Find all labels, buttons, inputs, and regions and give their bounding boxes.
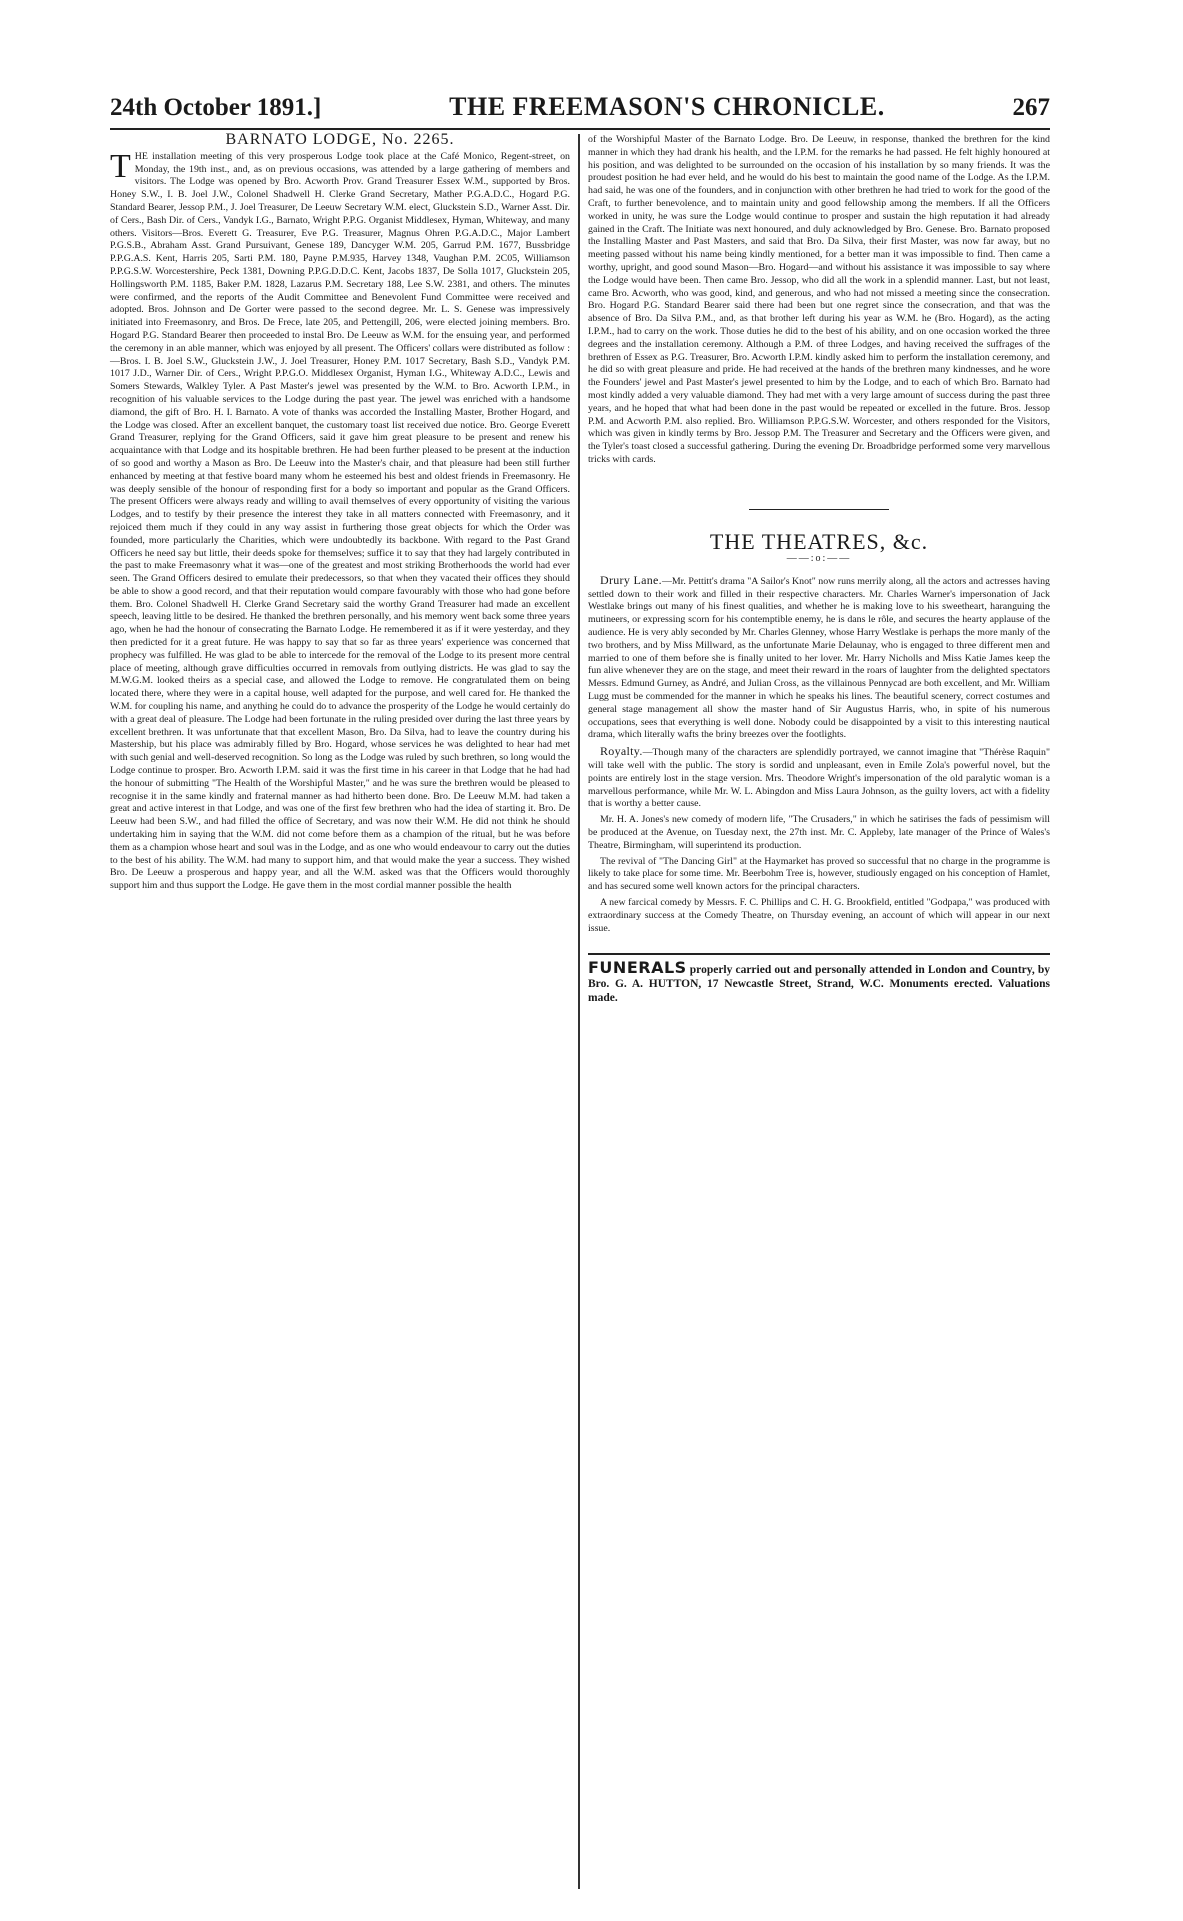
theatre-item-royalty [588, 745, 1050, 811]
issue-date: 24th October 1891.] [110, 94, 322, 121]
page-number: 267 [1012, 94, 1050, 121]
section-rule [749, 509, 889, 511]
runin-heading: Royalty. [600, 744, 643, 759]
left-column [110, 131, 570, 896]
ornament-divider: ——:o:—— [786, 553, 852, 565]
theatre-item-text: —Mr. Pettitt's drama "A Sailor's Knot" now runs merrily along, all the actors and actresses having settled down to their work and filled in their respective characters. Mr. Charles Warner's impersonation of Jack Westlake brings out many of his finest qualities, and whether he is making love to his sweetheart, haranguing the mutineers, or expressing scorn for his contemptible enemy, he is dans le rôle, and secures the hearty applause of the audience. He is very ably seconded by Mr. Charles Glenney, whose Harry Westlake is perhaps the more manly of the two brothers, and by Miss Millward, as the unfortunate Marie Delaunay, who is engaged to three different men and married to one of them before she is finally united to her lover. Mr. Harry Nicholls and Miss Katie James keep the fun alive whenever they are on the stage, and meet their reward in the roars of laughter from the delighted spectators Messrs. Edmund Gurney, as André, and Julian Cross, as the villainous Pennycad are both excellent, and Mr. William Lugg must be commended for the manner in which he speaks his lines. The beautiful scenery, correct costumes and general stage management all show the master hand of Sir Augustus Harris, who, in spite of his numerous occupations, sees that everything is well done. Nobody could be disappointed by a visit to this interesting nautical drama, which literally wafts the briny breezes over the footlights. [588, 575, 1050, 741]
advert-text: properly carried out and personally attended in London and Country, by Bro. G. A. HUTTON, 17 Newcastle Street, Strand, W.C. Monuments erected. Valuations made. [588, 963, 1050, 1004]
theatre-item-dancing-girl: The revival of "The Dancing Girl" at the Haymarket has proved so successful that no charge in the programme is likely to take place for some time. Mr. Beerbohm Tree is, however, studiously engaged on his conception of Hamlet, and has secured some well known actors for the principal characters. [588, 855, 1050, 893]
theatre-item-text: —Though many of the characters are splendidly portrayed, we cannot imagine that "Thérèse Raquin" will take well with the public. The story is sordid and unpleasant, even in Emile Zola's powerful novel, but the points are entirely lost in the stage version. Mrs. Theodore Wright's impersonation of the old paralytic woman is a marvellous performance, while Mr. W. L. Abingdon and Miss Laura Johnson, as the guilty lovers, act with a fidelity that is worthy a better cause. [588, 747, 1050, 810]
theatre-item-godpapa: A new farcical comedy by Messrs. F. C. Phillips and C. H. G. Brookfield, entitled "Godpapa," was produced with extraordinary success at the Comedy Theatre, on Thursday evening, an account of which will appear in our next issue. [588, 896, 1050, 934]
theatre-item-crusaders: Mr. H. A. Jones's new comedy of modern life, "The Crusaders," in which he satirises the fads of pessimism will be produced at the Avenue, on Tuesday next, the 27th inst. Mr. C. Appleby, late manager of the Prince of Wales's Theatre, Birmingham, will superintend its production. [588, 814, 1050, 851]
header-rule [110, 128, 1050, 130]
funerals-advert [588, 957, 1050, 1005]
right-column [588, 134, 1050, 1005]
advert-rule [588, 953, 1050, 955]
theatre-item-drury-lane [588, 574, 1050, 742]
barnato-lodge-heading: BARNATO LODGE, No. 2265. [225, 131, 455, 148]
barnato-lodge-body [110, 147, 570, 893]
column-divider [578, 134, 580, 1889]
runin-heading: Drury Lane. [600, 572, 662, 587]
newspaper-title: THE FREEMASON'S CHRONICLE. [449, 92, 885, 121]
theatres-heading: THE THEATRES, &c. [709, 529, 929, 555]
masthead [110, 92, 1050, 126]
barnato-lodge-text: HE installation meeting of this very prosperous Lodge took place at the Café Monico, Regent-street, on Monday, the 19th inst., and, as on previous occasions, was attended by a large gathering of members and visitors. The Lodge was opened by Bro. Acworth Prov. Grand Treasurer Essex W.M., supported by Bros. Honey S.W., I. B. Joel J.W., Colonel Shadwell H. Clerke Grand Secretary, Mather P.G.A.D.C., Hogard P.G. Standard Bearer, Jessop P.M., J. Joel Treasurer, De Leeuw Secretary W.M. elect, Gluckstein S.D., Warner Asst. Dir. of Cers., Bash Dir. of Cers., Vandyk I.G., Barnato, Wright P.P.G. Organist Middlesex, Hyman, Whiteway, and many others. Visitors—Bros. Everett G. Treasurer, Eve P.G. Treasurer, Magnus Ohren P.G.A.D.C., Major Lambert P.G.S.B., Abraham Asst. Grand Pursuivant, Genese 189, Dancyger W.M. 205, Garrud P.M. 1677, Bussbridge P.P.G.A.S. Kent, Harris 205, Sarti P.M. 180, Payne P.M.935, Harvey 1348, Vaughan P.M. 2C05, Williamson P.P.G.S.W. Worcestershire, Peck 1381, Downing P.P.G.D.D.C. Kent, Jacobs 1837, De Solla 1017, Gluckstein 205, Hollingsworth P.M. 1185, Baker P.M. 1828, Lazarus P.M. Secretary 188, Lee S.W. 2381, and others. The minutes were confirmed, and the reports of the Audit Committee and Benevolent Fund Committee were received and adopted. Bros. Johnson and De Gorter were passed to the second degree. Mr. L. S. Genese was impressively initiated into Freemasonry, and Bros. De Frece, late 205, and Pettengill, 206, were elected joining members. Bro. Hogard P.G. Standard Bearer then proceeded to instal Bro. De Leeuw as W.M. for the ensuing year, and performed the ceremony in an able manner, which was enjoyed by all present. The Officers' collars were distributed as follow :—Bros. I. B. Joel S.W., Gluckstein J.W., J. Joel Treasurer, Honey P.M. 1017 Secretary, Bash S.D., Vandyk P.M. 1017 J.D., Warner Dir. of Cers., Wright P.P.G.O. Middlesex Organist, Hyman I.G., Whiteway A.D.C., Lewis and Somers Stewards, Walkley Tyler. A Past Master's jewel was presented by the W.M. to Bro. Acworth I.P.M., in recognition of his valuable services to the Lodge during the past year. The jewel was enriched with a handsome diamond, the gift of Bro. H. I. Barnato. A vote of thanks was accorded the Installing Master, Brother Hogard, and the Lodge was closed. After an excellent banquet, the customary toast list received due notice. Bro. George Everett Grand Treasurer, replying for the Grand Officers, said it gave him great pleasure to be present and renew his acquaintance with that Lodge and its hospitable brethren. He had been further pleased to be present at the induction of so good and worthy a Mason as Bro. De Leeuw into the Master's chair, and that pleasure had been still further enhanced by meeting at that festive board many whom he esteemed his best and oldest friends in Freemasonry. He was deeply sensible of the honour of responding first for a body so important and popular as the Grand Officers. The present Officers were always ready and willing to avail themselves of every opportunity of visiting the various Lodges, and to testify by their presence the interest they take in all matters connected with Freemasonry, and it rejoiced them much if they could in any way assist in furthering those great objects for which the Order was founded, more particularly the Charities, which were undoubtedly its backbone. With regard to the Past Grand Officers he need say but little, their deeds spoke for themselves; suffice it to say that they had largely contributed in the past to make Freemasonry what it was—one of the greatest and most striking Brotherhoods the world had ever seen. The Grand Officers desired to emulate their predecessors, so that when they vacated their offices they should be able to show a good record, and that their reputation would compare favourably with those who had gone before them. Bro. Colonel Shadwell H. Clerke Grand Secretary said the worthy Grand Treasurer had made an excellent speech, leaving little to be desired. He thanked the brethren personally, and his memory went back some three years ago, when he had the honour of consecrating the Barnato Lodge. He remembered it as if it were yesterday, and they then predicted for it a great future. He was happy to say that so far as three years' experience was concerned that prophecy was fulfilled. He was glad to be able to intercede for the removal of the Lodge to its present more central place of meeting, although grave difficulties occurred in removals from outlying districts. He was glad to say the M.W.G.M. looked theirs as a special case, and allowed the Lodge to remove. He congratulated them on being located there, where they were in a capital house, well adapted for the purpose, and well cared for. He thanked the W.M. for coupling his name, and anything he could do to advance the prosperity of the Lodge he would certainly do with a great deal of pleasure. The Lodge had been fortunate in the ruling presided over during the last three years by excellent brethren. It was unfortunate that that excellent Mason, Bro. Da Silva, had to leave the country during his Mastership, but his place was admirably filled by Bro. Hogard, whose services he was delighted to hear had met with such genial and well-deserved recognition. So long as the Lodge was ruled by such brethren, so long would the Lodge continue to prosper. Bro. Acworth I.P.M. said it was the first time in his career in that Lodge that he had had the honour of submitting "The Health of the Worshipful Master," and he was sure the brethren would be pleased to recognise it in the same kindly and fraternal manner as had hitherto been done. Bro. De Leeuw M.M. had taken a great and active interest in that Lodge, and was one of the first few brethren who had the idea of starting it. Bro. De Leeuw had been S.W., and had filled the office of Secretary, and was now their W.M. He did not think he should undertaking him in saying that the W.M. did not come before them as a champion of the ritual, but he was before them as a champion whose heart and soul was in the Lodge, and as one who would endeavour to carry out the duties to the best of his ability. The W.M. had many to support him, and that would make the year a success. They wished Bro. De Leeuw a prosperous and happy year, and all the W.M. asked was that the Officers would thoroughly support him and thus support the Lodge. He gave them in the most cordial manner possible the health [110, 150, 570, 892]
drop-cap: T [110, 147, 131, 185]
advert-heading: FUNERALS [588, 957, 687, 977]
barnato-lodge-continued: of the Worshipful Master of the Barnato Lodge. Bro. De Leeuw, in response, thanked the brethren for the kind manner in which they had drank his health, and the I.P.M. for the remarks he had passed. He felt highly honoured at his position, and was delighted to be surrounded on the occasion of his installation by so many friends. It was the proudest position he had ever held, and he would do his best to maintain the good name of the Lodge. As the I.P.M. had said, he was one of the founders, and in conjunction with other brethren he had tried to work for the good of the Craft, to further benevolence, and to maintain unity and good fellowship among the members. If all the Officers worked in unity, he was sure the Lodge would continue to prosper and sustain the high reputation it had already gained in the Craft. The Initiate was next honoured, and duly acknowledged by Bro. Genese. Bro. Barnato proposed the Installing Master and Past Masters, and said that Bro. Da Silva, their first Master, was now far away, but no meeting passed without his name being kindly mentioned, for a better man it was impossible to find. Then came a worthy, upright, and good sound Mason—Bro. Hogard—and without his assistance it was impossible to say where the Lodge would have been. Then came Bro. Jessop, who did all the work in a splendid manner. Last, but not least, came Bro. Acworth, who was good, kind, and generous, and who had not missed a meeting since the consecration. Bro. Hogard P.G. Standard Bearer said there had been but one regret since the consecration, and that was the absence of Bro. Da Silva P.M., and, as that brother left during his year as W.M. he (Bro. Hogard), as the acting I.P.M., had to carry on the work. Those duties he did to the best of his ability, and on one occasion worked the three degrees and the installation ceremony. Although a P.M. of three Lodges, and having received the suffrages of the brethren of Essex as P.G. Treasurer, Bro. Acworth I.P.M. kindly asked him to perform the installation ceremony, and he did so with great pleasure and pride. He had received at the hands of the brethren many kindnesses, and he wore the Founders' jewel and Past Master's jewel presented to him by the Lodge, and to each of which Bro. Barnato had most kindly added a very valuable diamond. They had met with a very large amount of success during the past three years, and he hoped that what had been done in the past would be repeated or excelled in the future. Bros. Jessop P.M. and Acworth P.M. also replied. Bro. Williamson P.P.G.S.W. Worcester, and others responded for the Visitors, which was given in kindly terms by Bro. Jessop P.M. The Treasurer and Secretary and the Officers were given, and the Tyler's toast closed a successful gathering. During the evening Dr. Broadbridge performed some very marvellous tricks with cards. [588, 134, 1050, 465]
